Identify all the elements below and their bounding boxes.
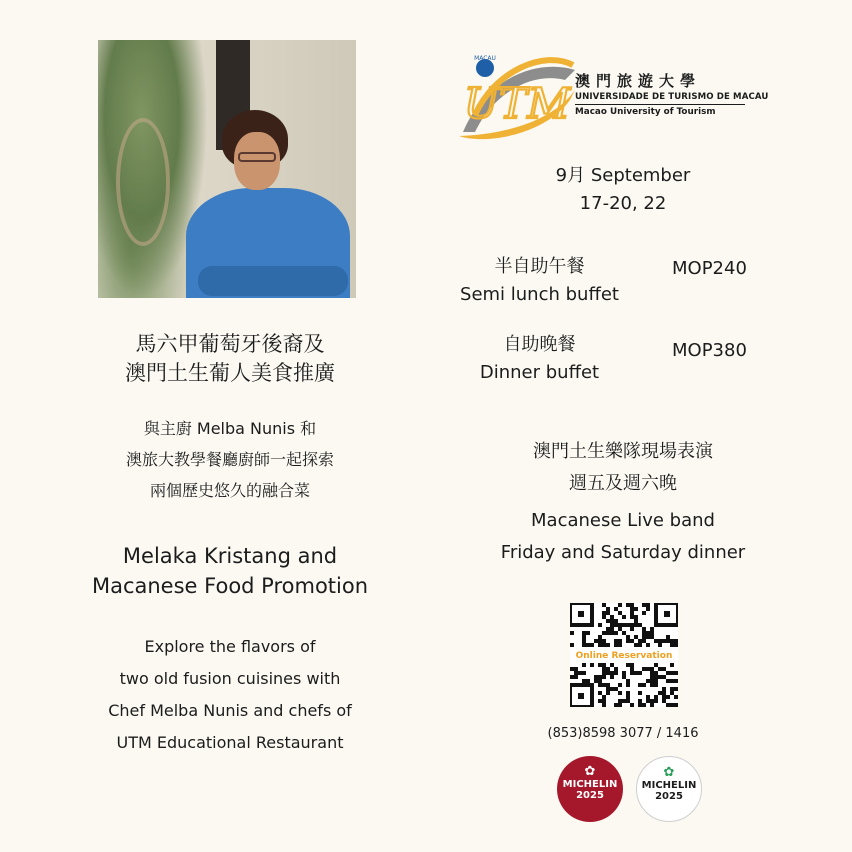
live-band-cn bbox=[473, 436, 773, 500]
description-en-line-2: two old fusion cuisines with bbox=[119, 669, 341, 688]
event-month: 9月 September bbox=[555, 165, 691, 186]
live-band-cn-line-2: 週五及週六晚 bbox=[569, 473, 677, 494]
description-en bbox=[60, 631, 400, 759]
logo-name-pt: UNIVERSIDADE DE TURISMO DE MACAU bbox=[575, 92, 769, 102]
lunch-label bbox=[452, 253, 627, 309]
reservation-qr-code[interactable] bbox=[570, 603, 678, 707]
logo-badge-text: UTM bbox=[463, 79, 571, 128]
michelin-badge-red-year: 2025 bbox=[576, 790, 604, 801]
live-band-en-line-2: Friday and Saturday dinner bbox=[500, 542, 746, 563]
michelin-badge-white bbox=[636, 756, 702, 822]
lunch-price: MOP240 bbox=[672, 258, 747, 279]
event-dates bbox=[523, 162, 723, 218]
logo-arc-text: MACAU bbox=[474, 55, 496, 62]
live-band-en bbox=[473, 505, 773, 569]
title-cn-line-1: 馬六甲葡萄牙後裔及 bbox=[135, 332, 325, 356]
dinner-price: MOP380 bbox=[672, 340, 747, 361]
lunch-label-en: Semi lunch buffet bbox=[460, 284, 619, 305]
dinner-label-en: Dinner buffet bbox=[479, 362, 600, 383]
lunch-label-cn: 半自助午餐 bbox=[494, 256, 585, 277]
description-cn-line-3: 兩個歷史悠久的融合菜 bbox=[149, 481, 310, 500]
title-en-line-1: Melaka Kristang and bbox=[122, 544, 338, 568]
description-en-line-3: Chef Melba Nunis and chefs of bbox=[108, 701, 352, 720]
title-en-line-2: Macanese Food Promotion bbox=[91, 574, 369, 598]
phone-number: (853)8598 3077 / 1416 bbox=[547, 726, 699, 741]
logo-name-cn: 澳門旅遊大學 bbox=[575, 72, 702, 90]
michelin-badge-white-year: 2025 bbox=[655, 791, 683, 802]
event-days: 17-20, 22 bbox=[579, 193, 667, 214]
title-cn-line-2: 澳門土生葡人美食推廣 bbox=[125, 361, 335, 385]
wall-ornament bbox=[116, 118, 170, 246]
live-band-en-line-1: Macanese Live band bbox=[531, 510, 715, 531]
description-cn-line-1: 與主廚 Melba Nunis 和 bbox=[143, 419, 317, 438]
logo-name-en: Macao University of Tourism bbox=[575, 107, 716, 117]
dinner-label bbox=[452, 331, 627, 387]
title-en bbox=[50, 541, 410, 601]
chef-arms bbox=[198, 266, 348, 296]
michelin-badge-red bbox=[557, 756, 623, 822]
description-cn bbox=[60, 413, 400, 506]
description-en-line-1: Explore the flavors of bbox=[144, 637, 316, 656]
description-cn-line-2: 澳旅大教學餐廳廚師一起探索 bbox=[125, 450, 334, 469]
title-cn bbox=[60, 330, 400, 388]
chef-photo bbox=[98, 40, 356, 298]
dinner-label-cn: 自助晚餐 bbox=[503, 334, 576, 355]
michelin-green-star-icon: ✿ bbox=[663, 765, 675, 780]
michelin-icon: ✿ bbox=[584, 764, 596, 779]
qr-label: Online Reservation bbox=[575, 651, 673, 661]
logo-divider bbox=[575, 104, 745, 105]
description-en-line-4: UTM Educational Restaurant bbox=[116, 733, 344, 752]
chef-glasses bbox=[238, 152, 276, 162]
michelin-badge-white-label: MICHELIN bbox=[641, 780, 697, 791]
michelin-badge-red-label: MICHELIN bbox=[562, 779, 618, 790]
live-band-cn-line-1: 澳門土生樂隊現場表演 bbox=[533, 441, 713, 462]
